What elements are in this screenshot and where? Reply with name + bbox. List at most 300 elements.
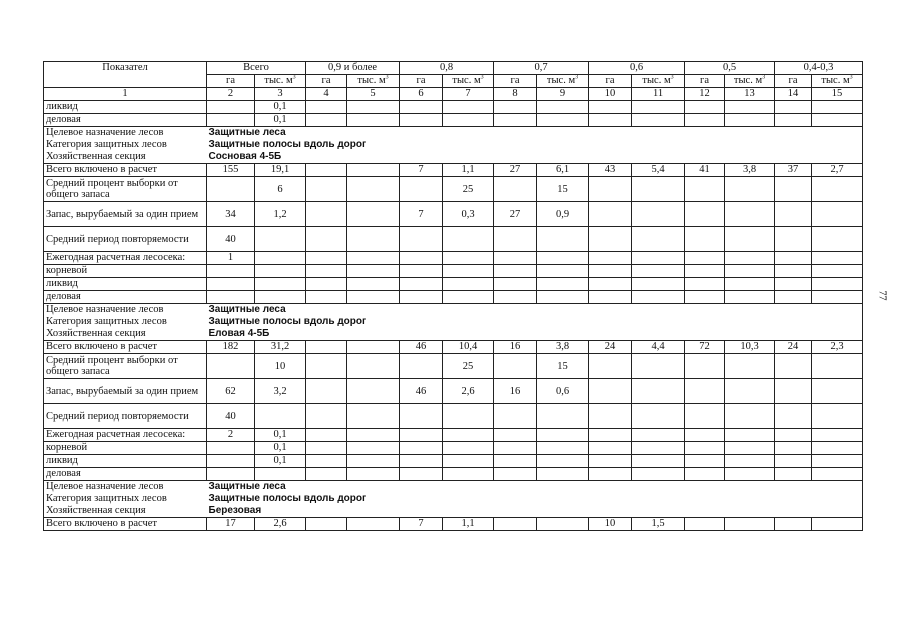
- section-info-key: Хозяйственная секция: [44, 505, 207, 518]
- table-cell: [812, 455, 863, 468]
- table-cell: 16: [494, 379, 537, 404]
- table-cell: [347, 291, 400, 304]
- table-cell: [812, 278, 863, 291]
- table-cell: [589, 114, 632, 127]
- table-cell: [306, 518, 347, 531]
- section-info-row: [44, 505, 863, 518]
- table-cell: [494, 227, 537, 252]
- table-cell: [632, 468, 685, 481]
- section-info-key: Целевое назначение лесов: [44, 481, 207, 494]
- table-cell: [494, 442, 537, 455]
- section-info-row: [44, 481, 863, 494]
- header-unit-volume: тыс. $м^3$: [347, 75, 400, 88]
- table-cell: [347, 114, 400, 127]
- section-info-row: [44, 493, 863, 505]
- table-cell: [255, 291, 306, 304]
- table-cell: 25: [443, 177, 494, 202]
- table-cell: 0,3: [443, 202, 494, 227]
- table-cell: [537, 468, 589, 481]
- table-cell: [725, 252, 775, 265]
- table-cell: 0,1: [255, 442, 306, 455]
- table-cell: [347, 354, 400, 379]
- table-cell: [685, 114, 725, 127]
- table-cell: [494, 252, 537, 265]
- table-row: [44, 468, 863, 481]
- table-cell: 0,1: [255, 114, 306, 127]
- table-body: [44, 62, 863, 531]
- row-label: деловая: [44, 291, 207, 304]
- table-cell: [443, 252, 494, 265]
- table-cell: [400, 227, 443, 252]
- section-info-key: Категория защитных лесов: [44, 493, 207, 505]
- table-row: [44, 379, 863, 404]
- table-cell: 1,2: [255, 202, 306, 227]
- table-cell: [347, 468, 400, 481]
- table-cell: 7: [400, 518, 443, 531]
- table-cell: [632, 252, 685, 265]
- table-cell: [685, 227, 725, 252]
- row-label: ликвид: [44, 101, 207, 114]
- table-cell: [685, 252, 725, 265]
- section-info-row: [44, 316, 863, 328]
- table-cell: [775, 202, 812, 227]
- table-cell: [443, 291, 494, 304]
- table-row: [44, 518, 863, 531]
- table-cell: [725, 278, 775, 291]
- table-cell: [685, 291, 725, 304]
- header-unit-volume: тыс. $м^3$: [443, 75, 494, 88]
- table-cell: [725, 114, 775, 127]
- column-number: 9: [537, 88, 589, 101]
- section-info-key: Категория защитных лесов: [44, 316, 207, 328]
- table-cell: [632, 278, 685, 291]
- section-info-value: Защитные полосы вдоль дорог: [207, 316, 863, 328]
- table-cell: [537, 442, 589, 455]
- table-cell: 3,8: [537, 341, 589, 354]
- column-number: 15: [812, 88, 863, 101]
- forest-allowance-table: [43, 61, 863, 531]
- table-cell: 46: [400, 379, 443, 404]
- table-cell: 62: [207, 379, 255, 404]
- header-unit-ha: га: [306, 75, 347, 88]
- table-cell: [347, 227, 400, 252]
- table-row: [44, 164, 863, 177]
- column-number: 8: [494, 88, 537, 101]
- table-row: [44, 114, 863, 127]
- section-info-row: [44, 151, 863, 164]
- table-cell: [347, 379, 400, 404]
- table-cell: 31,2: [255, 341, 306, 354]
- table-cell: [400, 429, 443, 442]
- table-cell: [443, 265, 494, 278]
- header-group: 0,7: [494, 62, 589, 75]
- table-cell: [775, 518, 812, 531]
- table-cell: [306, 227, 347, 252]
- table-cell: 0,1: [255, 429, 306, 442]
- header-unit-ha: га: [685, 75, 725, 88]
- row-label: корневой: [44, 442, 207, 455]
- header-row-groups: [44, 62, 863, 75]
- table-cell: [812, 379, 863, 404]
- table-cell: [537, 404, 589, 429]
- table-row: [44, 442, 863, 455]
- table-cell: [400, 291, 443, 304]
- section-info-value: Защитные полосы вдоль дорог: [207, 139, 863, 151]
- table-cell: 25: [443, 354, 494, 379]
- table-cell: [685, 202, 725, 227]
- table-cell: [725, 227, 775, 252]
- table-cell: [725, 442, 775, 455]
- table-cell: [255, 252, 306, 265]
- row-label: корневой: [44, 265, 207, 278]
- row-label: Средний период повторяемости: [44, 404, 207, 429]
- table-cell: [589, 442, 632, 455]
- table-cell: [589, 379, 632, 404]
- column-number: 3: [255, 88, 306, 101]
- table-cell: [775, 429, 812, 442]
- table-cell: [725, 379, 775, 404]
- table-cell: [207, 265, 255, 278]
- row-label: Всего включено в расчет: [44, 164, 207, 177]
- table-cell: [494, 278, 537, 291]
- column-number: 2: [207, 88, 255, 101]
- table-cell: [775, 379, 812, 404]
- table-cell: [443, 442, 494, 455]
- column-number: 13: [725, 88, 775, 101]
- table-cell: [306, 291, 347, 304]
- section-info-value: Защитные леса: [207, 304, 863, 317]
- table-cell: [306, 101, 347, 114]
- table-cell: [400, 101, 443, 114]
- table-cell: [775, 265, 812, 278]
- table-cell: [537, 518, 589, 531]
- table-cell: [494, 429, 537, 442]
- header-unit-volume: тыс. $м^3$: [632, 75, 685, 88]
- table-cell: [207, 442, 255, 455]
- table-cell: [589, 354, 632, 379]
- table-cell: [306, 442, 347, 455]
- table-cell: [494, 404, 537, 429]
- table-cell: 1,1: [443, 518, 494, 531]
- table-cell: [306, 468, 347, 481]
- table-cell: 2,6: [443, 379, 494, 404]
- table-cell: [725, 265, 775, 278]
- table-cell: [632, 404, 685, 429]
- section-info-value: Защитные леса: [207, 127, 863, 140]
- section-info-key: Целевое назначение лесов: [44, 127, 207, 140]
- table-cell: 0,1: [255, 455, 306, 468]
- table-cell: [632, 379, 685, 404]
- table-cell: [685, 278, 725, 291]
- table-cell: [255, 404, 306, 429]
- table-cell: [494, 265, 537, 278]
- table-cell: 43: [589, 164, 632, 177]
- table-cell: 7: [400, 164, 443, 177]
- table-cell: [443, 227, 494, 252]
- table-cell: [812, 518, 863, 531]
- header-group: 0,9 и более: [306, 62, 400, 75]
- row-label: Ежегодная расчетная лесосека:: [44, 252, 207, 265]
- table-cell: 24: [589, 341, 632, 354]
- table-cell: [725, 468, 775, 481]
- table-cell: [812, 429, 863, 442]
- table-cell: [400, 354, 443, 379]
- table-cell: [685, 455, 725, 468]
- table-cell: 7: [400, 202, 443, 227]
- table-cell: [443, 455, 494, 468]
- table-cell: [812, 101, 863, 114]
- table-cell: [347, 278, 400, 291]
- table-cell: [725, 291, 775, 304]
- table-cell: 0,9: [537, 202, 589, 227]
- table-cell: [632, 455, 685, 468]
- table-cell: [632, 114, 685, 127]
- table-cell: [685, 354, 725, 379]
- table-cell: [632, 442, 685, 455]
- table-cell: 34: [207, 202, 255, 227]
- table-cell: [443, 429, 494, 442]
- header-group: 0,5: [685, 62, 775, 75]
- table-cell: 1: [207, 252, 255, 265]
- row-label: Средний процент выборки от общего запаса: [44, 354, 207, 379]
- table-cell: [255, 227, 306, 252]
- table-cell: [775, 354, 812, 379]
- table-cell: [775, 252, 812, 265]
- table-cell: [400, 278, 443, 291]
- table-cell: [207, 291, 255, 304]
- column-number: 12: [685, 88, 725, 101]
- table-cell: [207, 101, 255, 114]
- header-unit-ha: га: [494, 75, 537, 88]
- table-cell: [812, 291, 863, 304]
- table-cell: [775, 101, 812, 114]
- table-cell: 0,1: [255, 101, 306, 114]
- row-label: Средний процент выборки от общего запаса: [44, 177, 207, 202]
- table-cell: [306, 265, 347, 278]
- header-group: 0,8: [400, 62, 494, 75]
- table-cell: [589, 252, 632, 265]
- table-cell: [812, 354, 863, 379]
- table-cell: [775, 291, 812, 304]
- table-row: [44, 265, 863, 278]
- table-cell: [207, 177, 255, 202]
- table-cell: [347, 177, 400, 202]
- table-cell: 41: [685, 164, 725, 177]
- table-cell: [537, 227, 589, 252]
- table-cell: [537, 252, 589, 265]
- table-cell: [725, 429, 775, 442]
- table-cell: [347, 265, 400, 278]
- table-cell: [685, 101, 725, 114]
- row-label: Ежегодная расчетная лесосека:: [44, 429, 207, 442]
- section-info-value: Еловая 4-5Б: [207, 328, 863, 341]
- section-info-value: Березовая: [207, 505, 863, 518]
- row-label: деловая: [44, 114, 207, 127]
- table-cell: [306, 354, 347, 379]
- table-cell: [589, 227, 632, 252]
- header-group: Всего: [207, 62, 306, 75]
- table-row: [44, 101, 863, 114]
- table-cell: [443, 404, 494, 429]
- table-cell: [494, 114, 537, 127]
- table-row: [44, 455, 863, 468]
- table-cell: [306, 429, 347, 442]
- table-cell: [400, 455, 443, 468]
- table-cell: [632, 202, 685, 227]
- table-cell: [589, 265, 632, 278]
- table-cell: [347, 429, 400, 442]
- table-row: [44, 354, 863, 379]
- page-number: 77: [876, 290, 888, 301]
- table-cell: [207, 354, 255, 379]
- table-cell: [494, 455, 537, 468]
- table-cell: [306, 278, 347, 291]
- table-cell: 6,1: [537, 164, 589, 177]
- table-cell: [812, 114, 863, 127]
- table-cell: [589, 468, 632, 481]
- table-cell: [537, 429, 589, 442]
- table-cell: [812, 468, 863, 481]
- table-cell: [347, 404, 400, 429]
- section-info-key: Хозяйственная секция: [44, 328, 207, 341]
- table-cell: [255, 468, 306, 481]
- table-cell: [589, 291, 632, 304]
- table-cell: [347, 518, 400, 531]
- section-info-key: Целевое назначение лесов: [44, 304, 207, 317]
- table-cell: [589, 101, 632, 114]
- table-cell: [632, 101, 685, 114]
- table-cell: [306, 114, 347, 127]
- table-cell: [207, 114, 255, 127]
- table-cell: [494, 291, 537, 304]
- table-cell: [812, 202, 863, 227]
- table-cell: 15: [537, 354, 589, 379]
- header-unit-volume: тыс. $м^3$: [725, 75, 775, 88]
- table-cell: [589, 429, 632, 442]
- column-number: 1: [44, 88, 207, 101]
- table-cell: [589, 455, 632, 468]
- table-cell: [443, 101, 494, 114]
- table-cell: 10,3: [725, 341, 775, 354]
- table-cell: [306, 404, 347, 429]
- table-cell: [685, 379, 725, 404]
- table-cell: [589, 278, 632, 291]
- table-cell: 182: [207, 341, 255, 354]
- table-cell: 15: [537, 177, 589, 202]
- table-cell: [812, 177, 863, 202]
- section-info-row: [44, 328, 863, 341]
- table-cell: [443, 278, 494, 291]
- table-cell: 3,8: [725, 164, 775, 177]
- table-row: [44, 429, 863, 442]
- table-row: [44, 404, 863, 429]
- table-cell: [812, 227, 863, 252]
- table-cell: [685, 518, 725, 531]
- column-number: 10: [589, 88, 632, 101]
- header-row-numbers: [44, 88, 863, 101]
- table-cell: [347, 202, 400, 227]
- header-group: 0,4-0,3: [775, 62, 863, 75]
- table-cell: [775, 442, 812, 455]
- table-cell: 72: [685, 341, 725, 354]
- table-cell: [775, 404, 812, 429]
- section-info-value: Защитные леса: [207, 481, 863, 494]
- header-group: 0,6: [589, 62, 685, 75]
- section-info-row: [44, 127, 863, 140]
- table-cell: [347, 455, 400, 468]
- table-cell: [537, 278, 589, 291]
- table-cell: [494, 101, 537, 114]
- table-cell: [685, 429, 725, 442]
- table-cell: 27: [494, 164, 537, 177]
- table-cell: 17: [207, 518, 255, 531]
- table-cell: [400, 442, 443, 455]
- table-cell: [347, 442, 400, 455]
- table-cell: [347, 101, 400, 114]
- row-label: Всего включено в расчет: [44, 341, 207, 354]
- table-row: [44, 177, 863, 202]
- table-cell: [725, 518, 775, 531]
- table-cell: 4,4: [632, 341, 685, 354]
- table-cell: [775, 455, 812, 468]
- table-cell: 24: [775, 341, 812, 354]
- table-cell: [494, 354, 537, 379]
- table-cell: [537, 455, 589, 468]
- header-unit-volume: тыс. $м^3$: [255, 75, 306, 88]
- table-cell: 5,4: [632, 164, 685, 177]
- row-label: Всего включено в расчет: [44, 518, 207, 531]
- row-label: ликвид: [44, 455, 207, 468]
- table-cell: [775, 177, 812, 202]
- table-row: [44, 291, 863, 304]
- section-info-row: [44, 139, 863, 151]
- header-unit-volume: тыс. $м^3$: [537, 75, 589, 88]
- table-cell: 3,2: [255, 379, 306, 404]
- table-cell: [400, 177, 443, 202]
- table-row: [44, 341, 863, 354]
- table-cell: [347, 341, 400, 354]
- row-label: ликвид: [44, 278, 207, 291]
- table-row: [44, 278, 863, 291]
- table-cell: [632, 354, 685, 379]
- column-number: 4: [306, 88, 347, 101]
- table-cell: [207, 278, 255, 291]
- table-cell: [537, 101, 589, 114]
- section-info-key: Категория защитных лесов: [44, 139, 207, 151]
- column-number: 7: [443, 88, 494, 101]
- table-cell: [812, 252, 863, 265]
- table-cell: 2: [207, 429, 255, 442]
- table-cell: [537, 114, 589, 127]
- table-cell: [589, 177, 632, 202]
- table-cell: [685, 468, 725, 481]
- table-cell: [306, 341, 347, 354]
- table-cell: [494, 468, 537, 481]
- table-cell: [725, 177, 775, 202]
- table-cell: 1,1: [443, 164, 494, 177]
- row-label: Запас, вырубаемый за один прием: [44, 379, 207, 404]
- header-unit-ha: га: [589, 75, 632, 88]
- table-cell: [347, 252, 400, 265]
- table-cell: [725, 354, 775, 379]
- table-cell: [725, 404, 775, 429]
- table-cell: [207, 455, 255, 468]
- table-cell: [775, 468, 812, 481]
- table-cell: 10,4: [443, 341, 494, 354]
- row-label: деловая: [44, 468, 207, 481]
- table-cell: 155: [207, 164, 255, 177]
- table-cell: [255, 265, 306, 278]
